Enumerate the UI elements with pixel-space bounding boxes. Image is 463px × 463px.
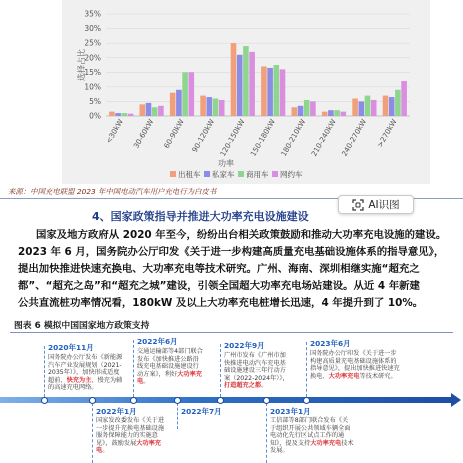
bar	[261, 66, 267, 116]
timeline-connector	[44, 346, 45, 397]
bar	[170, 93, 176, 116]
description-text: 国务院办公厅印发《关于进一步构建高质量充电基础设施体系的指导意见》，提出加快推进快速充换电、	[310, 350, 400, 380]
bar	[200, 96, 206, 116]
timeline-node	[41, 397, 48, 404]
timeline-connector	[306, 342, 307, 397]
description-text: 。	[261, 382, 268, 390]
description-text: 、慢充为辅的高速充电网络。	[48, 376, 123, 392]
paragraph-line: 2023 年 6 月，国务院办公厅印发《关于进一步构建高质量充电基础设施体系的指导意见》，	[18, 246, 445, 258]
description-text: 。	[143, 378, 150, 386]
timeline-date: 2022年1月	[96, 407, 137, 416]
caption-rule	[10, 332, 453, 333]
bar	[158, 106, 164, 116]
bar	[189, 72, 195, 116]
x-tick-label: >270kW	[375, 117, 399, 149]
x-tick-label: 90-120kW	[189, 117, 217, 154]
highlight-text: 大功率充电	[137, 370, 202, 386]
y-axis-title: 选择占比	[77, 49, 86, 81]
bar	[152, 107, 158, 116]
x-axis-title: 功率	[218, 159, 234, 168]
bar	[219, 100, 225, 116]
x-tick-label: <30kW	[103, 117, 125, 145]
description-text: 技术发展。	[270, 439, 354, 455]
highlight-text: 大功率充电	[96, 439, 161, 455]
bar	[249, 52, 255, 116]
bar	[334, 110, 340, 116]
ai-image-recognition-button[interactable]	[338, 195, 414, 214]
legend-label: 商用车	[246, 170, 269, 179]
x-tick-label: 30-60kW	[131, 117, 156, 150]
legend-label: 私家车	[212, 170, 235, 179]
legend-swatch	[170, 171, 176, 177]
timeline-node	[217, 397, 224, 404]
timeline-description	[224, 352, 290, 390]
highlight-text: 大功率充电	[328, 372, 360, 380]
description-text: 等技术研究。	[359, 372, 397, 380]
timeline-connector	[92, 403, 93, 463]
bar	[115, 113, 121, 116]
bar	[146, 103, 152, 116]
paragraph-line: 都”、“超充之岛”和“超充之城”建设，引领全国超大功率充电场站建设。从近 4 年新建	[18, 280, 420, 292]
paragraph-line: 提出加快推进快速充换电、大功率充电等技术研究。广州、海南、深圳相继实施“超充之	[18, 263, 420, 275]
y-tick-label: 5%	[89, 97, 101, 107]
timeline-date: 2022年6月	[137, 337, 178, 346]
bar	[304, 100, 310, 116]
bar	[310, 101, 316, 116]
timeline-band	[0, 397, 452, 403]
x-tick-label: 180-210kW	[278, 117, 308, 158]
y-tick-label: 10%	[84, 82, 101, 92]
timeline-description	[310, 350, 402, 380]
bar	[395, 90, 401, 116]
bar	[383, 96, 389, 116]
bar	[267, 68, 273, 116]
highlight-text: 打造超充之都	[224, 382, 262, 390]
bar	[298, 106, 304, 116]
legend-swatch	[204, 171, 210, 177]
description-text: 广州市发布《广州市加快推进电动汽车充电基础设施建设三年行动方案（2022-2024年）》，	[224, 352, 289, 382]
timeline-node	[263, 397, 270, 404]
bar	[176, 90, 182, 116]
x-tick-label: 150-180kW	[248, 117, 277, 158]
power-preference-bar-chart	[0, 0, 463, 186]
timeline-date: 2023年6月	[310, 339, 351, 348]
description-text: 国务院办公厅发布《新能源汽车产业发展规划（2021-2035年）》，加快形成适度超前、	[48, 354, 123, 384]
highlight-text: 大功率充电	[310, 439, 342, 447]
bar	[359, 101, 365, 116]
bar	[341, 112, 347, 116]
bar	[274, 65, 280, 116]
bar	[243, 46, 249, 116]
y-tick-label: 0%	[89, 111, 101, 121]
bar	[328, 110, 334, 116]
paragraph-line: 公共直流桩功率情况看，180kW 及以上大功率充电桩增长迅速，4 年提升到了 10%。	[18, 297, 424, 309]
timeline-description	[270, 417, 354, 455]
bar	[182, 72, 188, 116]
bar	[109, 112, 115, 116]
bar	[352, 99, 358, 116]
timeline-connector	[220, 344, 221, 397]
legend-swatch	[238, 171, 244, 177]
timeline-description	[96, 417, 170, 455]
section-heading: 4、国家政策指导并推进大功率充电设施建设	[92, 210, 309, 223]
timeline-date: 2022年7月	[181, 407, 222, 416]
legend-label: 网约车	[280, 170, 303, 179]
bar	[322, 112, 328, 116]
timeline-connector	[177, 403, 178, 429]
y-tick-label: 25%	[84, 38, 101, 48]
description-text: 交通运输部等4部门联合发布《加快推进公路沿线充电基础设施建设行动方案》，利好	[137, 348, 203, 378]
y-tick-label: 15%	[84, 67, 101, 77]
x-tick-label: 120-150kW	[218, 117, 247, 158]
timeline-date: 2020年11月	[48, 343, 94, 352]
ai-image-recognition-label: AI识图	[368, 199, 400, 211]
timeline-date: 2022年9月	[224, 341, 265, 350]
bar	[401, 81, 407, 116]
description-text: 国家发改委发布《关于进一步提升充换电基础设施服务保障能力的实施意见》，鼓励发展	[96, 417, 165, 447]
timeline-description	[48, 354, 124, 392]
x-tick-label: 210-240kW	[309, 117, 338, 158]
timeline-node	[303, 397, 310, 404]
bar	[280, 69, 286, 116]
timeline-arrow-icon	[451, 393, 461, 407]
bar	[140, 104, 146, 116]
y-tick-label: 20%	[84, 53, 101, 63]
y-tick-label: 30%	[84, 24, 101, 34]
timeline-node	[130, 397, 137, 404]
x-tick-label: 240-270kW	[339, 117, 369, 158]
bar	[207, 97, 213, 116]
timeline-connector	[133, 340, 134, 397]
bar	[389, 97, 395, 116]
description-text: 。	[102, 447, 109, 455]
scan-image-icon	[352, 199, 364, 211]
bar	[292, 107, 298, 116]
timeline-description	[137, 348, 205, 386]
figure-caption: 图表 6 模拟中国国家地方政策支持	[14, 321, 150, 331]
timeline-connector	[266, 403, 267, 463]
timeline-node	[89, 397, 96, 404]
description-text: 工信部等8部门联合发布《关于组织开展公共领域车辆全面电动化先行区试点工作的通知》，提及支持	[270, 417, 351, 447]
timeline-node	[174, 397, 181, 404]
bar	[128, 114, 134, 116]
bar	[237, 55, 243, 116]
highlight-text: 快充为主	[66, 376, 92, 384]
bar	[371, 100, 377, 116]
timeline-date: 2023年1月	[270, 407, 311, 416]
paragraph-line: 国家及地方政府从 2020 年至今，纷纷出台相关政策鼓励和推动大功率充电设施的建设。	[36, 229, 447, 241]
legend-swatch	[272, 171, 278, 177]
legend-label: 出租车	[178, 170, 201, 179]
x-tick-label: 60-90kW	[161, 117, 186, 150]
bar	[122, 113, 128, 116]
chart-source-note: 来源：中国充电联盟 2023 年中国电动汽车用户充电行为白皮书	[8, 187, 217, 196]
y-tick-label: 35%	[84, 9, 101, 19]
bar	[213, 99, 219, 116]
bar	[365, 96, 371, 116]
bar	[231, 43, 237, 116]
